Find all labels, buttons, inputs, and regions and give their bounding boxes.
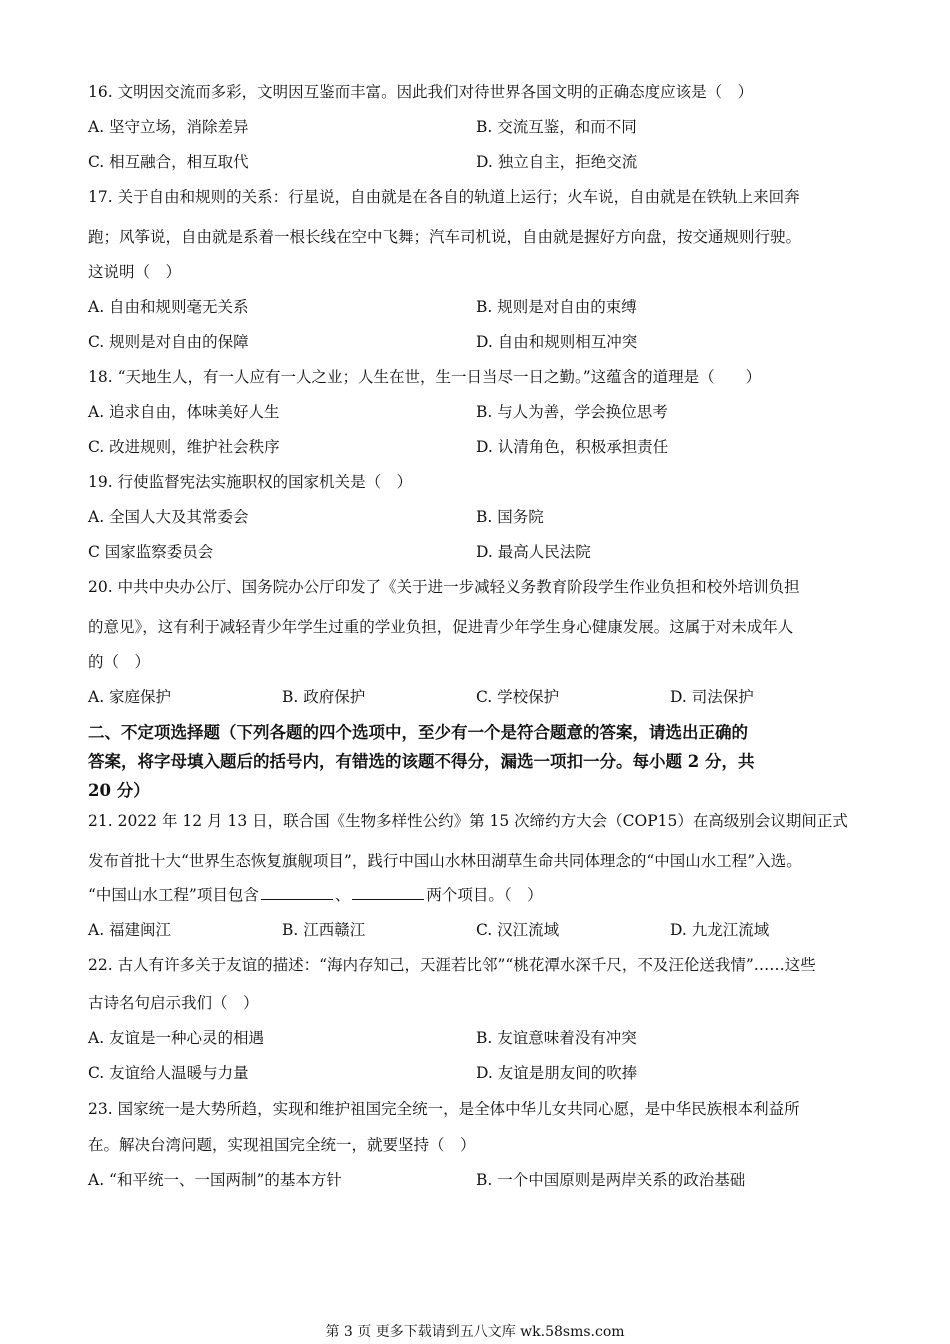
q23-option-b: B. 一个中国原则是两岸关系的政治基础	[476, 1171, 746, 1189]
q18-option-a: A. 追求自由，体味美好人生	[88, 403, 280, 421]
q21-option-c: C. 汉江流域	[476, 921, 560, 939]
q20-option-c: C. 学校保护	[476, 688, 560, 706]
q17-option-c: C. 规则是对自由的保障	[88, 333, 249, 351]
q17-option-a: A. 自由和规则毫无关系	[88, 298, 249, 316]
section2-heading-line3: 20 分）	[88, 781, 150, 800]
q22-option-c: C. 友谊给人温暖与力量	[88, 1064, 249, 1082]
q21-option-a: A. 福建闽江	[88, 921, 172, 939]
q21-stem-part2: 、	[334, 886, 351, 904]
q19-option-d: D. 最高人民法院	[476, 543, 591, 561]
q20-stem-line2: 的意见》，这有利于减轻青少年学生过重的学业负担，促进青少年学生身心健康发展。这属于对未成年人	[88, 618, 794, 636]
q23-stem-line1: 23. 国家统一是大势所趋，实现和维护祖国完全统一，是全体中华儿女共同心愿，是中华民族根本利益所	[88, 1100, 800, 1118]
q19-option-a: A. 全国人大及其常委会	[88, 508, 249, 526]
q19-option-b: B. 国务院	[476, 508, 544, 526]
q21-stem-part3: 两个项目。（ ）	[426, 886, 543, 904]
q21-stem-line2: 发布首批十大“世界生态恢复旗舰项目”，践行中国山水林田湖草生命共同体理念的“中国山水工程”入选。	[88, 852, 802, 870]
section2-heading-line2: 答案，将字母填入题后的括号内，有错选的该题不得分，漏选一项扣一分。每小题 2 分，共	[88, 752, 755, 771]
q16-option-b: B. 交流互鉴，和而不同	[476, 118, 637, 136]
q16-option-c: C. 相互融合，相互取代	[88, 153, 249, 171]
q22-stem-line2: 古诗名句启示我们（ ）	[88, 994, 259, 1012]
q22-option-b: B. 友谊意味着没有冲突	[476, 1029, 637, 1047]
q21-blank-2	[352, 885, 424, 900]
q22-option-a: A. 友谊是一种心灵的相遇	[88, 1029, 265, 1047]
q20-option-a: A. 家庭保护	[88, 688, 172, 706]
q17-stem-line1: 17. 关于自由和规则的关系：行星说，自由就是在各自的轨道上运行；火车说，自由就是在铁轨上来回奔	[88, 188, 800, 206]
q18-option-d: D. 认清角色，积极承担责任	[476, 438, 669, 456]
q16-stem: 16. 文明因交流而多彩，文明因互鉴而丰富。因此我们对待世界各国文明的正确态度应该是（ ）	[88, 83, 754, 101]
q19-option-c: C 国家监察委员会	[88, 543, 214, 561]
q21-stem-part1: “中国山水工程”项目包含	[88, 886, 259, 904]
q20-stem-line3: 的（ ）	[88, 653, 151, 671]
q17-option-b: B. 规则是对自由的束缚	[476, 298, 637, 316]
q21-blank-1	[261, 885, 333, 900]
q21-option-d: D. 九龙江流域	[670, 921, 770, 939]
q19-stem: 19. 行使监督宪法实施职权的国家机关是（ ）	[88, 473, 413, 491]
q21-stem-line1: 21. 2022 年 12 月 13 日，联合国《生物多样性公约》第 15 次缔约方大会（COP15）在高级别会议期间正式	[88, 812, 848, 830]
q17-option-d: D. 自由和规则相互冲突	[476, 333, 638, 351]
q17-stem-line3: 这说明（ ）	[88, 263, 182, 281]
q21-stem-line3	[88, 885, 543, 905]
q18-stem: 18. “天地生人，有一人应有一人之业；人生在世，生一日当尽一日之勤。”这蕴含的道理是（ ）	[88, 368, 762, 386]
q17-stem-line2: 跑；风筝说，自由就是系着一根长线在空中飞舞；汽车司机说，自由就是握好方向盘，按交通规则行驶。	[88, 228, 802, 246]
q20-option-b: B. 政府保护	[282, 688, 366, 706]
q21-option-b: B. 江西赣江	[282, 921, 366, 939]
page-footer: 第 3 页 更多下载请到五八文库 wk.58sms.com	[325, 1324, 625, 1340]
q23-stem-line2: 在。解决台湾问题，实现祖国完全统一，就要坚持（ ）	[88, 1136, 476, 1154]
section2-heading-line1: 二、不定项选择题（下列各题的四个选项中，至少有一个是符合题意的答案，请选出正确的	[88, 723, 748, 742]
q20-option-d: D. 司法保护	[670, 688, 754, 706]
q18-option-c: C. 改进规则，维护社会秩序	[88, 438, 280, 456]
q22-option-d: D. 友谊是朋友间的吹捧	[476, 1064, 638, 1082]
q18-option-b: B. 与人为善，学会换位思考	[476, 403, 668, 421]
q23-option-a: A. “和平统一、一国两制”的基本方针	[88, 1171, 342, 1189]
q16-option-d: D. 独立自主，拒绝交流	[476, 153, 638, 171]
q20-stem-line1: 20. 中共中央办公厅、国务院办公厅印发了《关于进一步减轻义务教育阶段学生作业负担和校外培训负担	[88, 578, 800, 596]
q22-stem-line1: 22. 古人有许多关于友谊的描述：“海内存知己，天涯若比邻”“桃花潭水深千尺，不及汪伦送我情”……这些	[88, 956, 816, 974]
q16-option-a: A. 坚守立场，消除差异	[88, 118, 249, 136]
